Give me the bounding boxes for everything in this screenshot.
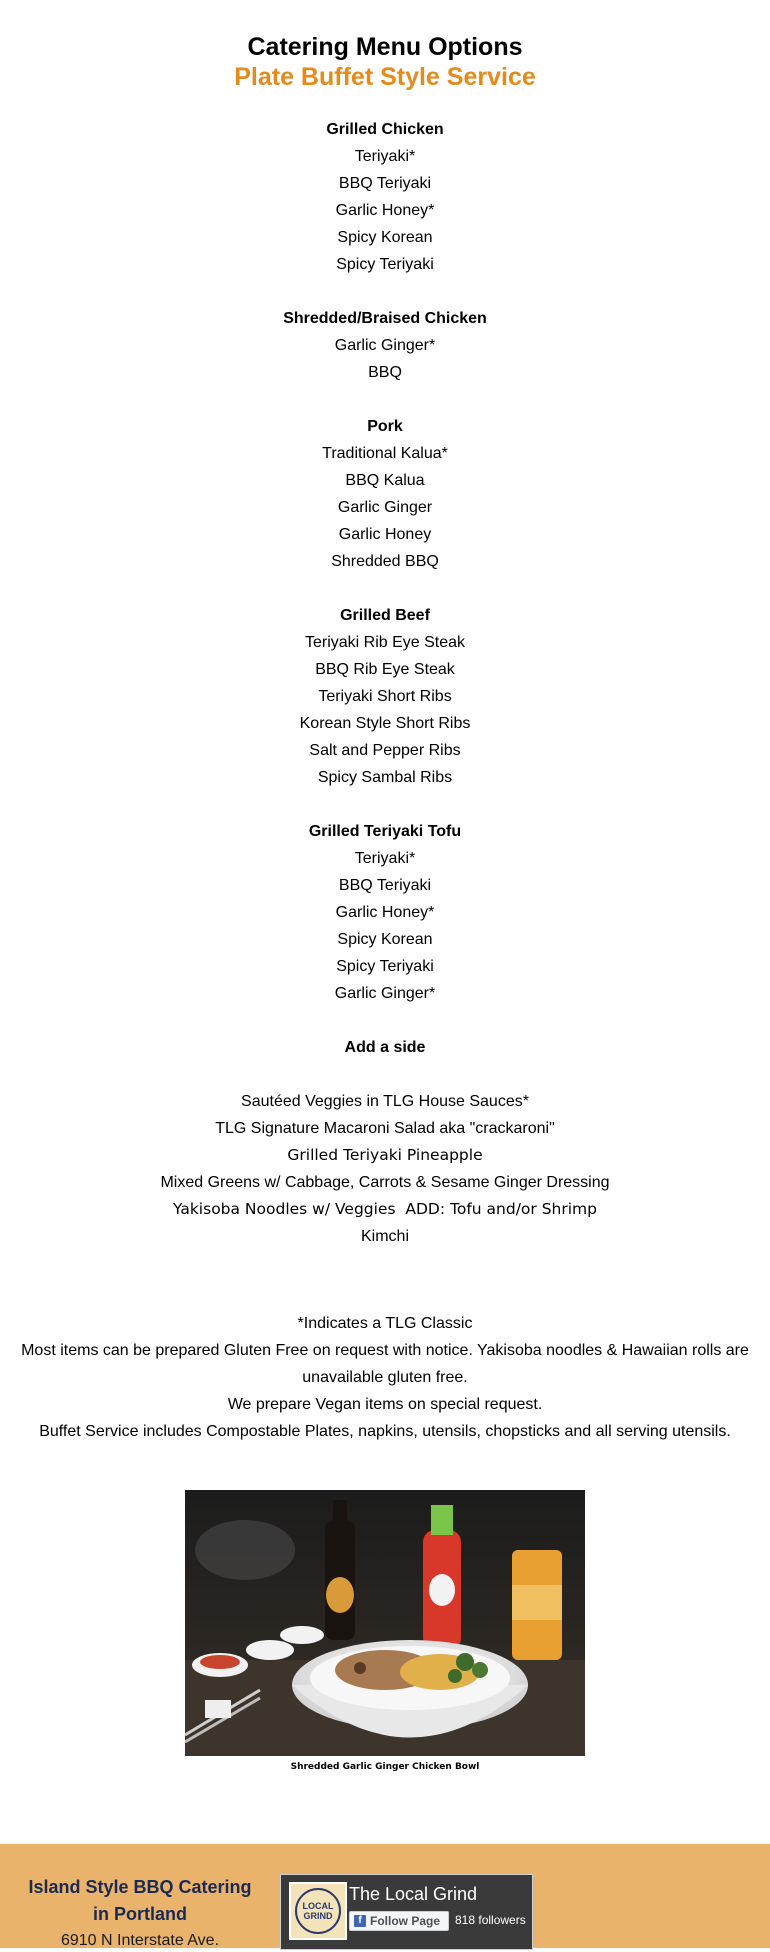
menu-item: Teriyaki* xyxy=(354,850,416,867)
side-item: Grilled Teriyaki Pineapple xyxy=(287,1146,483,1164)
spacer xyxy=(0,1061,770,1088)
logo-text-bottom: GRIND xyxy=(303,1911,333,1921)
facebook-page-widget[interactable] xyxy=(280,1874,533,1950)
menu-item: BBQ xyxy=(368,364,402,381)
menu-item: Spicy Sambal Ribs xyxy=(317,769,453,786)
facebook-page-name[interactable]: The Local Grind xyxy=(349,1884,478,1904)
menu-item: Spicy Korean xyxy=(337,931,433,948)
menu-item: BBQ Kalua xyxy=(345,472,425,489)
menu-item: Spicy Teriyaki xyxy=(336,958,434,975)
vegan-note: We prepare Vegan items on special request. xyxy=(227,1396,543,1413)
side-item: Sautéed Veggies in TLG House Sauces* xyxy=(241,1093,529,1110)
menu-list xyxy=(0,116,770,1250)
classic-note: *Indicates a TLG Classic xyxy=(297,1315,473,1332)
logo-text-top: LOCAL xyxy=(302,1901,334,1911)
follow-page-label: Follow Page xyxy=(370,1914,441,1928)
menu-item: Garlic Honey xyxy=(338,526,432,543)
menu-item: Spicy Teriyaki xyxy=(336,256,434,273)
facebook-icon: f xyxy=(354,1915,366,1927)
menu-item: Garlic Ginger xyxy=(337,499,433,516)
local-grind-logo-icon xyxy=(289,1882,347,1940)
menu-item: BBQ Rib Eye Steak xyxy=(315,661,455,678)
menu-section-sides xyxy=(0,1034,770,1250)
menu-item: BBQ Teriyaki xyxy=(338,877,432,894)
menu-item: Teriyaki Rib Eye Steak xyxy=(304,634,466,651)
page-title: Catering Menu Options xyxy=(247,33,523,61)
menu-section-teriyaki-tofu xyxy=(0,818,770,1007)
side-item: TLG Signature Macaroni Salad aka "crackaroni" xyxy=(215,1120,555,1137)
followers-count: 818 followers xyxy=(455,1913,526,1927)
menu-item: Teriyaki Short Ribs xyxy=(318,688,452,705)
menu-item: Garlic Ginger* xyxy=(334,985,436,1002)
menu-item: Garlic Honey* xyxy=(335,202,435,219)
menu-item: Salt and Pepper Ribs xyxy=(309,742,461,759)
chicken-bowl-photo xyxy=(185,1490,585,1756)
side-item: Kimchi xyxy=(360,1228,409,1245)
menu-section-pork xyxy=(0,413,770,575)
menu-item: Spicy Korean xyxy=(337,229,433,246)
section-title: Grilled Beef xyxy=(340,607,430,624)
footer-address: 6910 N Interstate Ave. xyxy=(60,1932,220,1949)
side-item: Mixed Greens w/ Cabbage, Carrots & Sesame Ginger Dressing xyxy=(160,1174,610,1191)
menu-item: Traditional Kalua* xyxy=(322,445,448,462)
menu-item: Garlic Honey* xyxy=(335,904,435,921)
footer xyxy=(0,1844,770,1948)
section-title: Grilled Chicken xyxy=(326,121,444,138)
photo-block xyxy=(0,1490,770,1772)
menu-section-grilled-chicken xyxy=(0,116,770,278)
section-title: Add a side xyxy=(344,1039,426,1056)
menu-item: Korean Style Short Ribs xyxy=(299,715,471,732)
menu-section-shredded-chicken xyxy=(0,305,770,386)
menu-item: Teriyaki* xyxy=(354,148,416,165)
gluten-free-note: Most items can be prepared Gluten Free on request with notice. Yakisoba noodles & Hawaiian rolls are unavailable gluten free. xyxy=(21,1342,749,1386)
notes xyxy=(0,1310,770,1445)
menu-item: BBQ Teriyaki xyxy=(338,175,432,192)
follow-page-button[interactable] xyxy=(349,1911,449,1931)
section-title: Shredded/Braised Chicken xyxy=(283,310,487,327)
photo-caption: Shredded Garlic Ginger Chicken Bowl xyxy=(290,1762,480,1772)
side-item: Yakisoba Noodles w/ Veggies ADD: Tofu and/or Shrimp xyxy=(173,1200,597,1218)
section-title: Pork xyxy=(367,418,403,435)
footer-contact xyxy=(20,1874,260,1952)
menu-section-grilled-beef xyxy=(0,602,770,791)
buffet-service-note: Buffet Service includes Compostable Plates, napkins, utensils, chopsticks and all serving utensils. xyxy=(39,1423,731,1440)
menu-item: Shredded BBQ xyxy=(331,553,439,570)
page-subtitle: Plate Buffet Style Service xyxy=(234,63,536,91)
footer-heading: Island Style BBQ Catering in Portland xyxy=(28,1877,252,1924)
section-title: Grilled Teriyaki Tofu xyxy=(308,823,462,840)
menu-item: Garlic Ginger* xyxy=(334,337,436,354)
